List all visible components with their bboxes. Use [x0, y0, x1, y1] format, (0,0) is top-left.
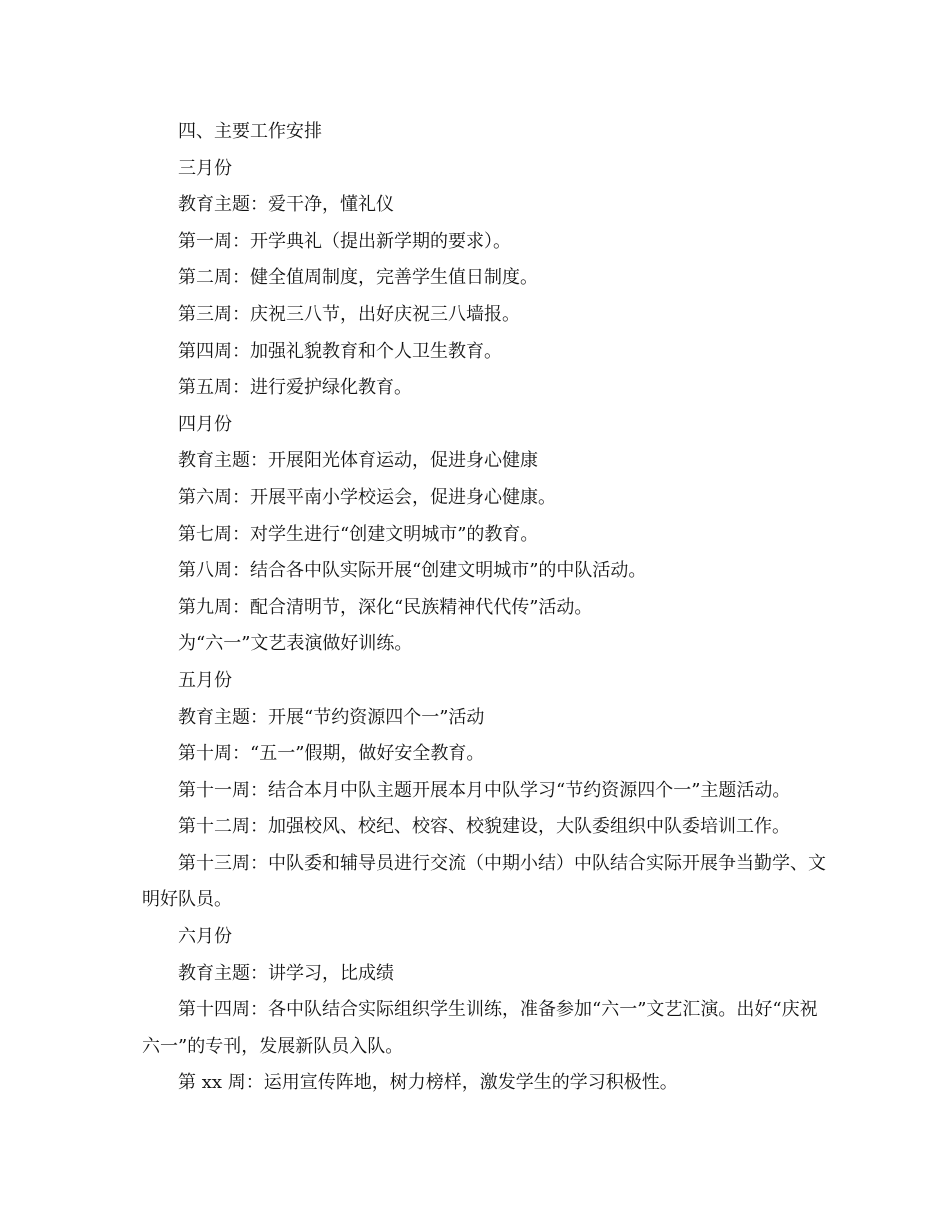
week-item: 第一周：开学典礼（提出新学期的要求）。	[178, 230, 511, 252]
document-body	[142, 114, 834, 1102]
theme-april: 教育主题：开展阳光体育运动，促进身心健康	[178, 450, 538, 472]
week-item: 第六周：开展平南小学校运会，促进身心健康。	[178, 486, 556, 508]
week-item: 第二周：健全值周制度，完善学生值日制度。	[178, 267, 538, 289]
week-item: 第十二周：加强校风、校纪、校容、校貌建设，大队委组织中队委培训工作。	[178, 816, 790, 838]
month-heading-march: 三月份	[178, 157, 232, 179]
week-item: 第 xx 周：运用宣传阵地，树力榜样，激发学生的学习积极性。	[178, 1072, 678, 1094]
theme-june: 教育主题：讲学习，比成绩	[178, 962, 394, 984]
theme-march: 教育主题：爱干净，懂礼仪	[178, 194, 394, 216]
note-item: 为“六一”文艺表演做好训练。	[178, 633, 413, 655]
week-item: 第四周：加强礼貌教育和个人卫生教育。	[178, 340, 502, 362]
week-item: 第九周：配合清明节，深化“民族精神代代传”活动。	[178, 596, 593, 618]
week-item: 第五周：进行爱护绿化教育。	[178, 377, 412, 399]
week-item: 第十四周：各中队结合实际组织学生训练，准备参加“六一”文艺汇演。出好“庆祝六一”的专刊，发展新队员入队。	[142, 999, 818, 1057]
theme-may: 教育主题：开展“节约资源四个一”活动	[178, 706, 485, 728]
week-item: 第七周：对学生进行“创建文明城市”的教育。	[178, 523, 539, 545]
week-item: 第十一周：结合本月中队主题开展本月中队学习“节约资源四个一”主题活动。	[178, 779, 791, 801]
week-item: 第八周：结合各中队实际开展“创建文明城市”的中队活动。	[178, 560, 647, 582]
week-item: 第三周：庆祝三八节，出好庆祝三八墙报。	[178, 303, 520, 325]
month-heading-may: 五月份	[178, 669, 232, 691]
month-heading-april: 四月份	[178, 413, 232, 435]
month-heading-june: 六月份	[178, 926, 232, 948]
week-item: 第十三周：中队委和辅导员进行交流（中期小结）中队结合实际开展争当勤学、文明好队员。	[142, 852, 826, 911]
section-heading: 四、主要工作安排	[178, 121, 322, 142]
week-item: 第十周：“五一”假期，做好安全教育。	[178, 743, 485, 765]
